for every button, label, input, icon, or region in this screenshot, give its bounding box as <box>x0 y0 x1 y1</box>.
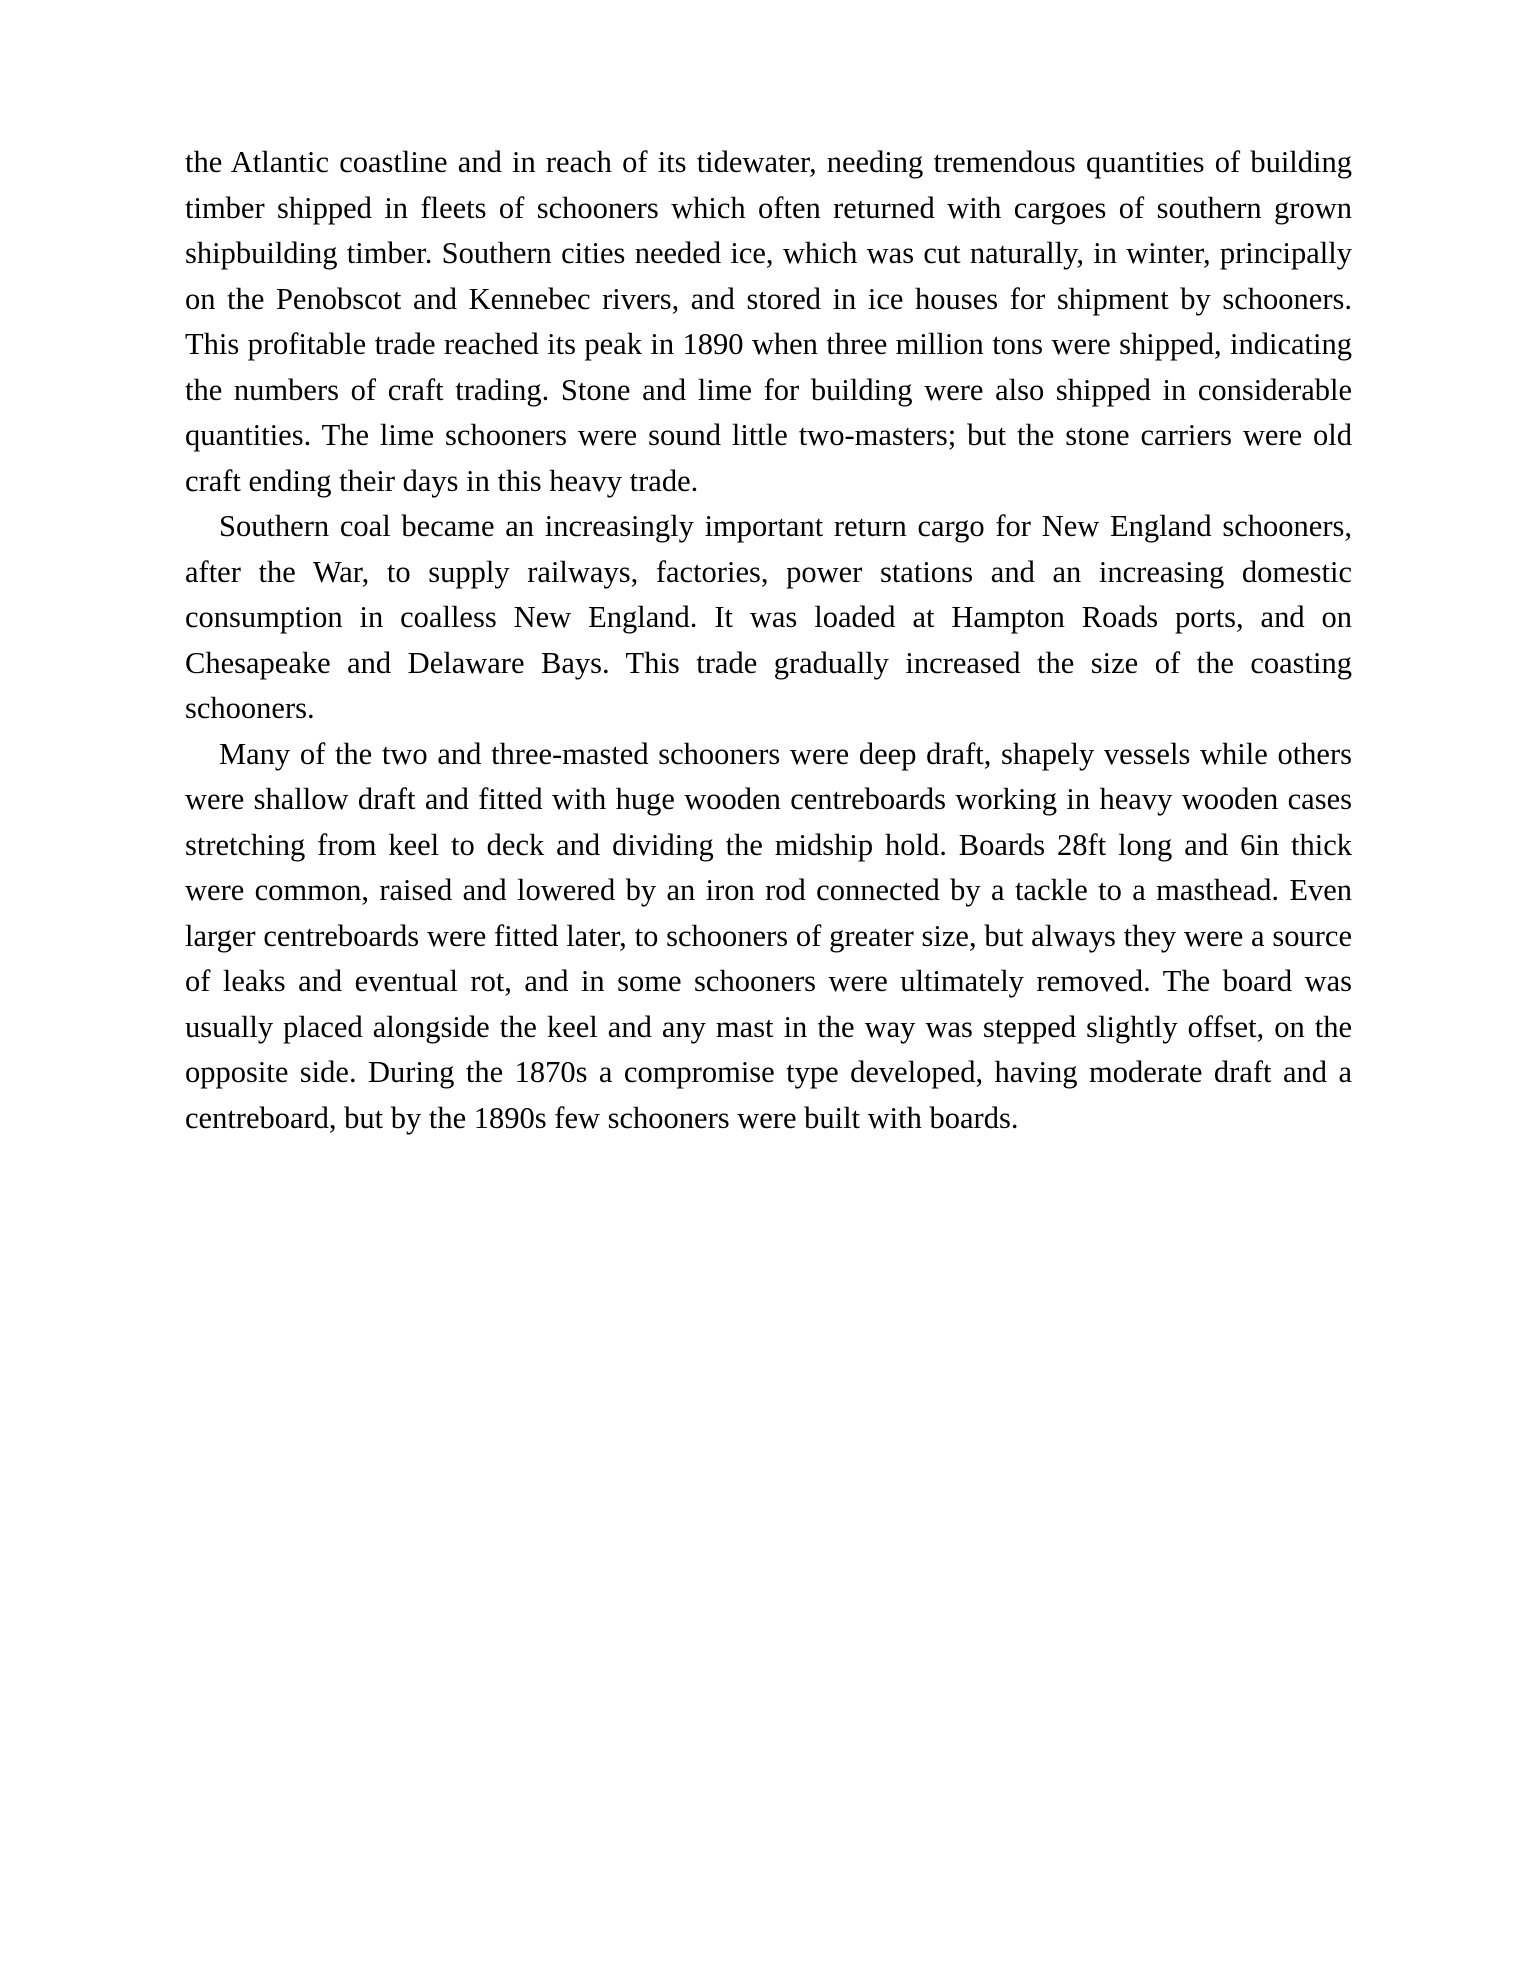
paragraph-3: Many of the two and three-masted schooners were deep draft, shapely vessels while others were shallow draft and fitted with huge wooden centreboards working in heavy wooden cases stretching from keel to deck and dividing the midship hold. Boards 28ft long and 6in thick were common, raised and lowered by an iron rod connected by a tackle to a masthead. Even larger centreboards were fitted later, to schooners of greater size, but always they were a source of leaks and eventual rot, and in some schooners were ultimately removed. The board was usually placed alongside the keel and any mast in the way was stepped slightly offset, on the opposite side. During the 1870s a compromise type developed, having moderate draft and a centreboard, but by the 1890s few schooners were built with boards. <box>185 736 1352 1135</box>
page-body <box>185 140 1352 1141</box>
paragraph-1: the Atlantic coastline and in reach of its tidewater, needing tremendous quantities of building timber shipped in fleets of schooners which often returned with cargoes of southern grown shipbuilding timber. Southern cities needed ice, which was cut naturally, in winter, principally on the Penobscot and Kennebec rivers, and stored in ice houses for shipment by schooners. This profitable trade reached its peak in 1890 when three million tons were shipped, indicating the numbers of craft trading. Stone and lime for building were also shipped in considerable quantities. The lime schooners were sound little two-masters; but the stone carriers were old craft ending their days in this heavy trade. <box>185 145 1352 498</box>
paragraph-2: Southern coal became an increasingly important return cargo for New England schooners, after the War, to supply railways, factories, power stations and an increasing domestic consumption in coalless New England. It was loaded at Hampton Roads ports, and on Chesapeake and Delaware Bays. This trade gradually increased the size of the coasting schooners. <box>185 509 1352 725</box>
